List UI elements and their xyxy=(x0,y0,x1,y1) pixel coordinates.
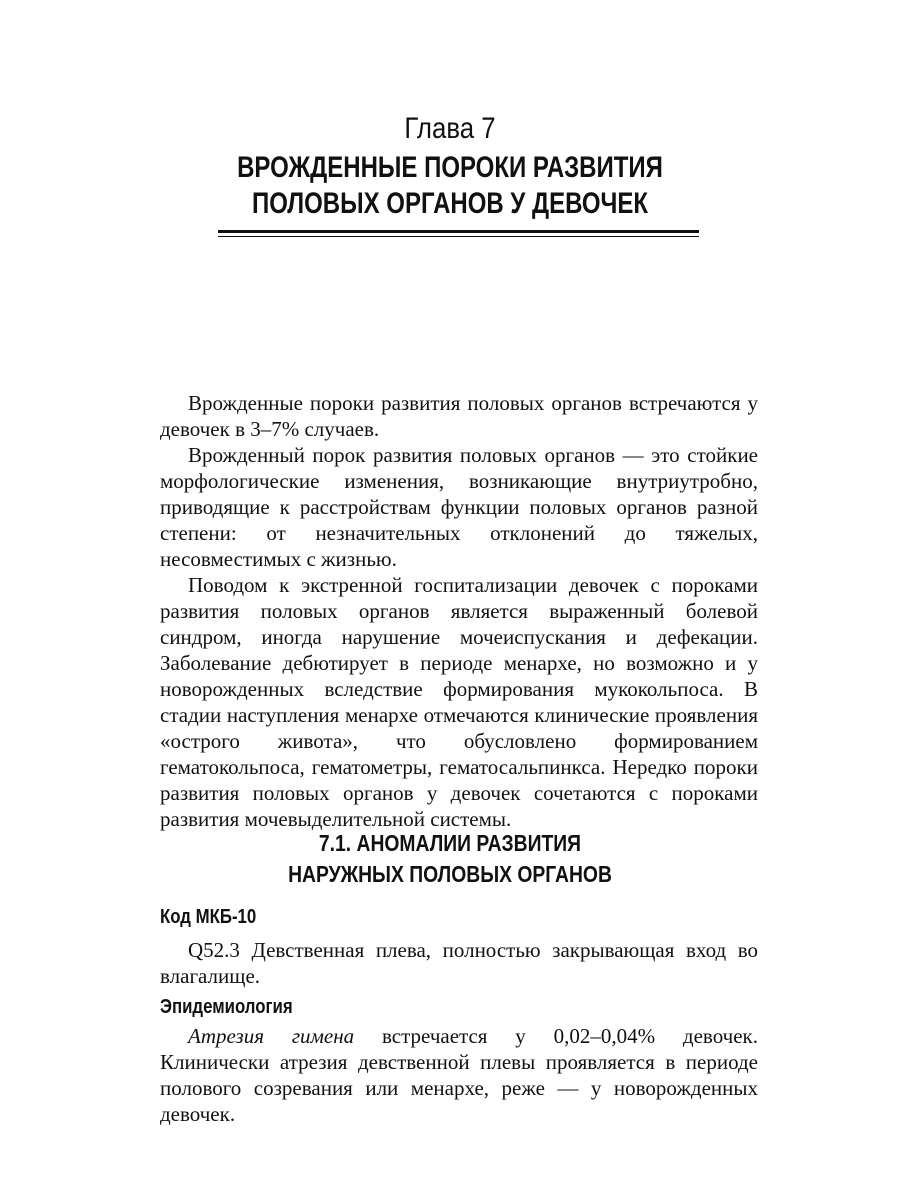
chapter-label: Глава 7 xyxy=(404,112,496,145)
epidemiology-text-block xyxy=(160,1023,758,1127)
intro-text xyxy=(160,390,758,832)
section-title xyxy=(72,828,828,890)
intro-paragraph-1: Врожденные пороки развития половых органов встречаются у девочек в 3–7% случаев. xyxy=(160,391,758,441)
icd-text-block xyxy=(160,937,758,989)
epidemiology-text: встречается у 0,02–0,04% девочек. Клинически атрезия девственной плевы проявляется в периоде полового созревания или менархе, реже — у новорожденных девочек. xyxy=(160,1024,758,1126)
chapter-title-line-2: ПОЛОВЫХ ОРГАНОВ У ДЕВОЧЕК xyxy=(251,187,649,220)
icd-heading: Код МКБ-10 xyxy=(160,906,257,928)
chapter-divider-thick xyxy=(218,230,699,233)
chapter-title-line-1: ВРОЖДЕННЫЕ ПОРОКИ РАЗВИТИЯ xyxy=(237,151,663,184)
icd-text: Q52.3 Девственная плева, полностью закрывающая вход во влагалище. xyxy=(160,938,758,988)
intro-paragraph-3: Поводом к экстренной госпитализации девочек с пороками развития половых органов является выраженный болевой синдром, иногда нарушение мочеиспускания и дефекации. Заболевание дебютирует в периоде менархе, но возможно и у новорожденных вследствие формирования мукокольпоса. В стадии наступления менархе отмечаются клинические проявления «острого живота», что обусловлено формированием гематокольпоса, гематометры, гематосальпинкса. Нередко пороки развития половых органов у девочек сочетаются с пороками развития мочевыделительной системы. xyxy=(160,573,758,831)
intro-paragraph-2: Врожденный порок развития половых органов — это стойкие морфологические изменения, возникающие внутриутробно, приводящие к расстройствам функции половых органов разной степени: от незначительных отклонений до тяжелых, несовместимых с жизнью. xyxy=(160,443,758,571)
chapter-title xyxy=(90,150,810,222)
epidemiology-paragraph xyxy=(160,1023,758,1127)
epidemiology-heading: Эпидемиология xyxy=(160,996,293,1018)
section-title-line-1: 7.1. АНОМАЛИИ РАЗВИТИЯ xyxy=(318,830,582,856)
section-title-line-2: НАРУЖНЫХ ПОЛОВЫХ ОРГАНОВ xyxy=(288,861,612,887)
epidemiology-term: Атрезия гимена xyxy=(188,1024,355,1048)
chapter-divider-thin xyxy=(218,236,699,237)
